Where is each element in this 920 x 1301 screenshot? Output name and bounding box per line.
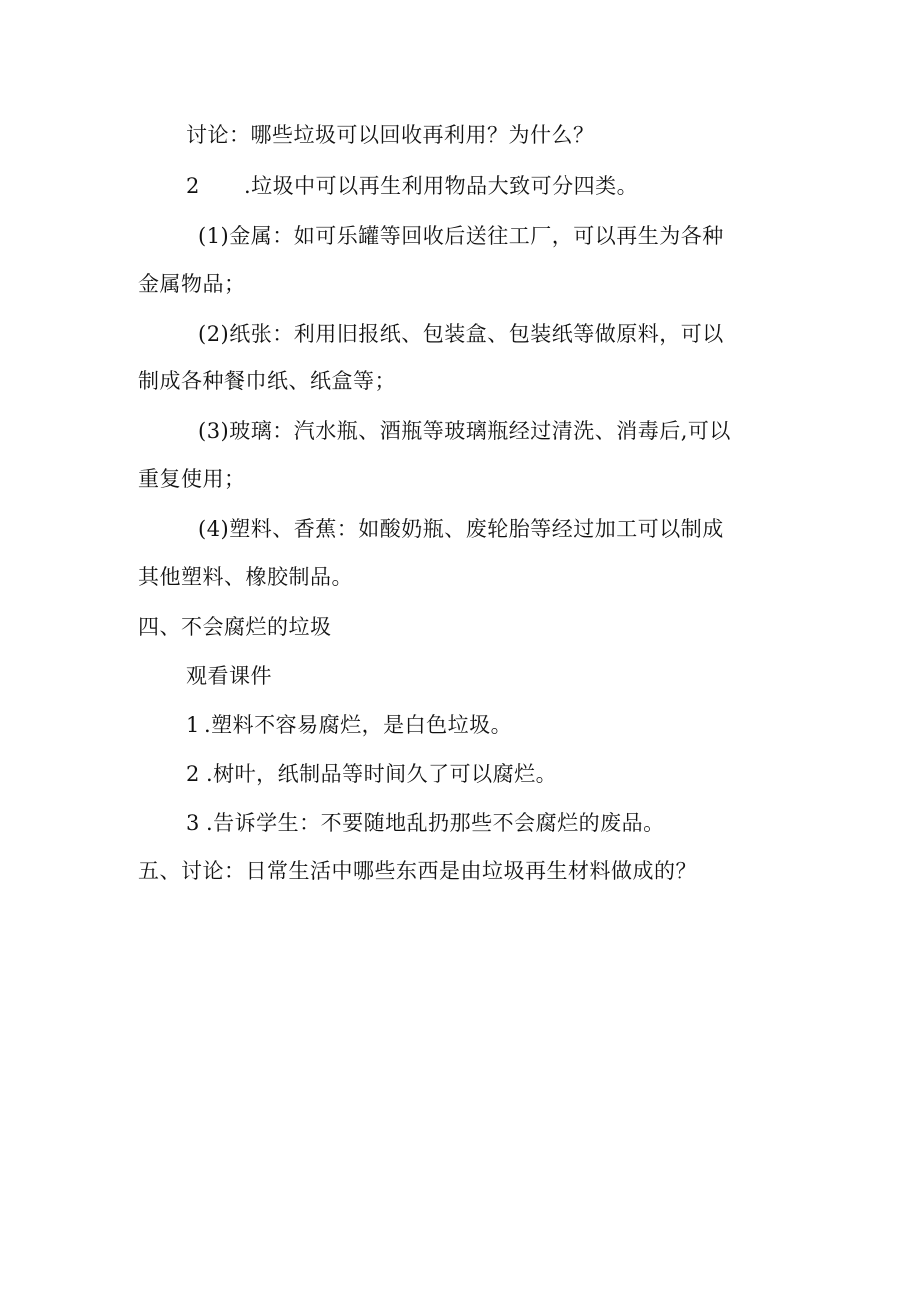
list-item-2	[186, 171, 638, 201]
list-item-text: .树叶，纸制品等时间久了可以腐烂。	[206, 762, 558, 786]
paragraph-plastic-line1: (4)塑料、香蕉：如酸奶瓶、废轮胎等经过加工可以制成	[198, 517, 724, 541]
section-4-heading: 四、不会腐烂的垃圾	[138, 615, 332, 639]
list-number: 2	[186, 762, 200, 786]
list-item-text: .塑料不容易腐烂，是白色垃圾。	[204, 713, 513, 737]
watch-courseware: 观看课件	[186, 664, 272, 688]
list-item-text: .垃圾中可以再生利用物品大致可分四类。	[244, 174, 639, 198]
section-4-item-3	[186, 808, 665, 838]
paragraph-plastic-line2: 其他塑料、橡胶制品。	[138, 565, 353, 589]
list-number: 2	[186, 174, 200, 198]
discussion-question: 讨论：哪些垃圾可以回收再利用？为什么？	[186, 123, 595, 147]
section-4-item-2	[186, 759, 557, 789]
paragraph-paper-line2: 制成各种餐巾纸、纸盒等；	[138, 369, 396, 393]
list-number: 1	[186, 713, 200, 737]
list-number: 3	[186, 811, 200, 835]
paragraph-paper-line1: (2)纸张：利用旧报纸、包装盒、包装纸等做原料，可以	[198, 322, 724, 346]
paragraph-glass-line2: 重复使用；	[138, 467, 246, 491]
paragraph-metal-line2: 金属物品；	[138, 272, 246, 296]
list-item-text: .告诉学生：不要随地乱扔那些不会腐烂的废品。	[206, 811, 665, 835]
section-4-item-1	[186, 710, 512, 740]
section-5-heading: 五、讨论：日常生活中哪些东西是由垃圾再生材料做成的？	[138, 859, 697, 883]
paragraph-glass-line1: (3)玻璃：汽水瓶、酒瓶等玻璃瓶经过清洗、消毒后,可以	[198, 419, 731, 443]
paragraph-metal-line1: (1)金属：如可乐罐等回收后送往工厂，可以再生为各种	[198, 224, 724, 248]
